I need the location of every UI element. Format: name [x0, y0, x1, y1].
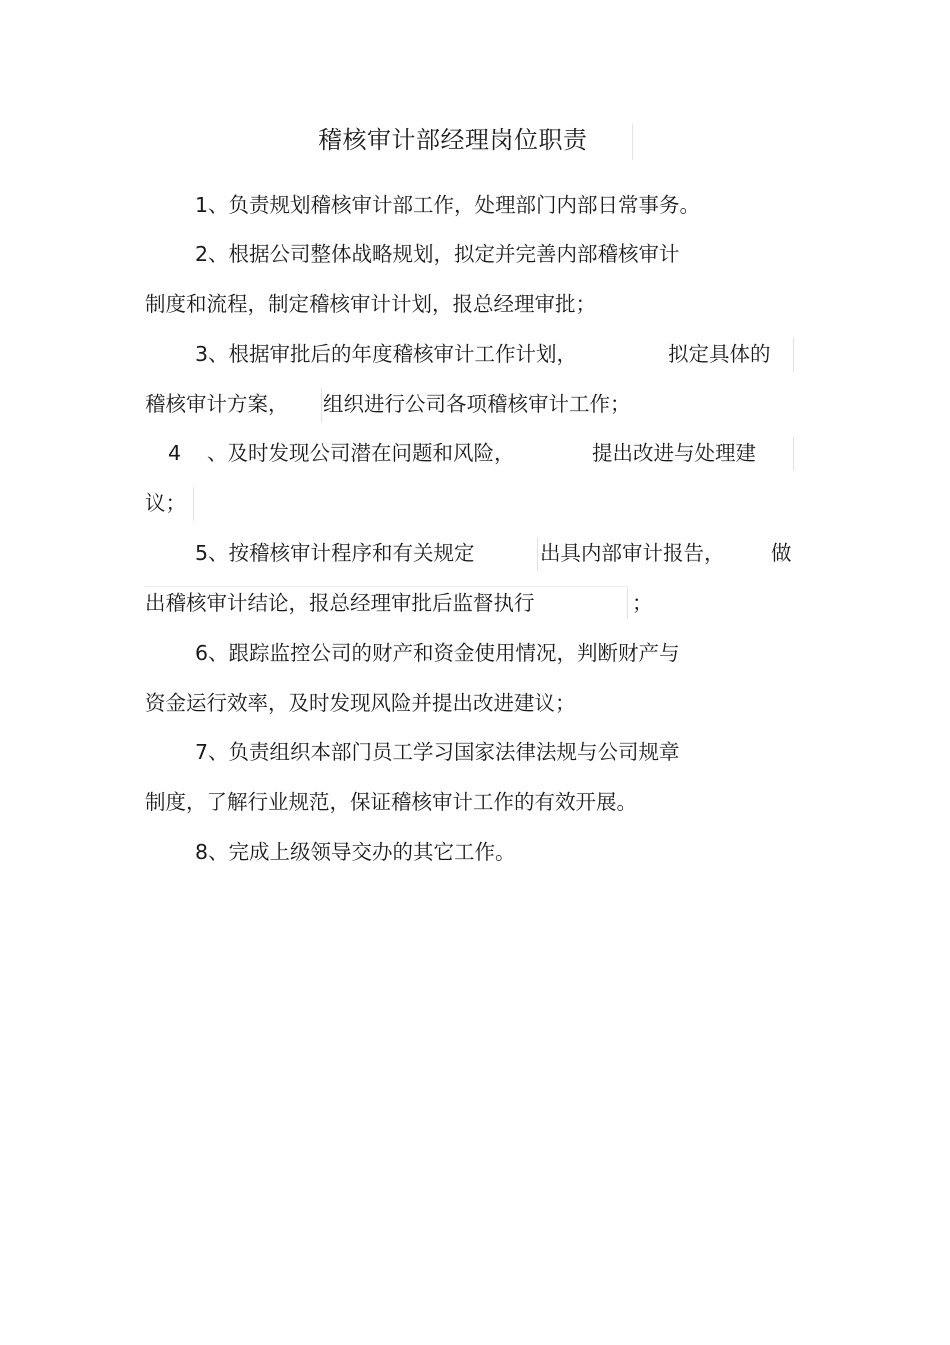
item-2-line-2: 制度和流程，制定稽核审计计划，报总经理审批； — [145, 292, 596, 316]
item-5-line-1-part-3: 做 — [771, 541, 792, 565]
item-3-line-2-part-2: 组织进行公司各项稽核审计工作； — [323, 392, 631, 416]
item-3-line-1-part-1: 3、根据审批后的年度稽核审计工作计划， — [195, 342, 578, 366]
title-box-edge — [632, 124, 633, 160]
text-box-edge — [627, 587, 628, 619]
item-3-line-1-part-2: 拟定具体的 — [668, 342, 771, 366]
text-box-edge — [193, 487, 194, 521]
item-5-line-2-part-2: ； — [632, 591, 653, 615]
item-2-line-1: 2、根据公司整体战略规划，拟定并完善内部稽核审计 — [195, 242, 680, 266]
text-box-edge — [793, 437, 794, 471]
item-4-line-1-part-1: 、及时发现公司潜在问题和风险， — [207, 441, 515, 465]
item-6-line-1: 6、跟踪监控公司的财产和资金使用情况，判断财产与 — [195, 641, 680, 665]
item-5-line-2-part-1: 出稽核审计结论，报总经理审批后监督执行 — [145, 591, 535, 615]
item-1-line-1: 1、负责规划稽核审计部工作，处理部门内部日常事务。 — [195, 193, 701, 217]
item-7-line-1: 7、负责组织本部门员工学习国家法律法规与公司规章 — [195, 740, 680, 764]
item-3-line-2-part-1: 稽核审计方案， — [145, 392, 289, 416]
item-6-line-2: 资金运行效率，及时发现风险并提出改进建议； — [145, 691, 576, 715]
item-8-line-1: 8、完成上级领导交办的其它工作。 — [195, 840, 516, 864]
document-title: 稽核审计部经理岗位职责 — [318, 126, 588, 154]
item-4-number: 4 — [168, 441, 182, 465]
text-box-edge — [793, 338, 794, 372]
item-7-line-2: 制度，了解行业规范，保证稽核审计工作的有效开展。 — [145, 790, 637, 814]
item-4-line-1-part-2: 提出改进与处理建 — [592, 441, 756, 465]
item-5-line-1-part-1: 5、按稽核审计程序和有关规定 — [195, 541, 475, 565]
item-4-line-2: 议； — [145, 491, 186, 515]
text-box-edge — [537, 537, 538, 571]
text-box-edge — [321, 388, 322, 422]
item-5-line-1-part-2: 出具内部审计报告， — [540, 541, 725, 565]
